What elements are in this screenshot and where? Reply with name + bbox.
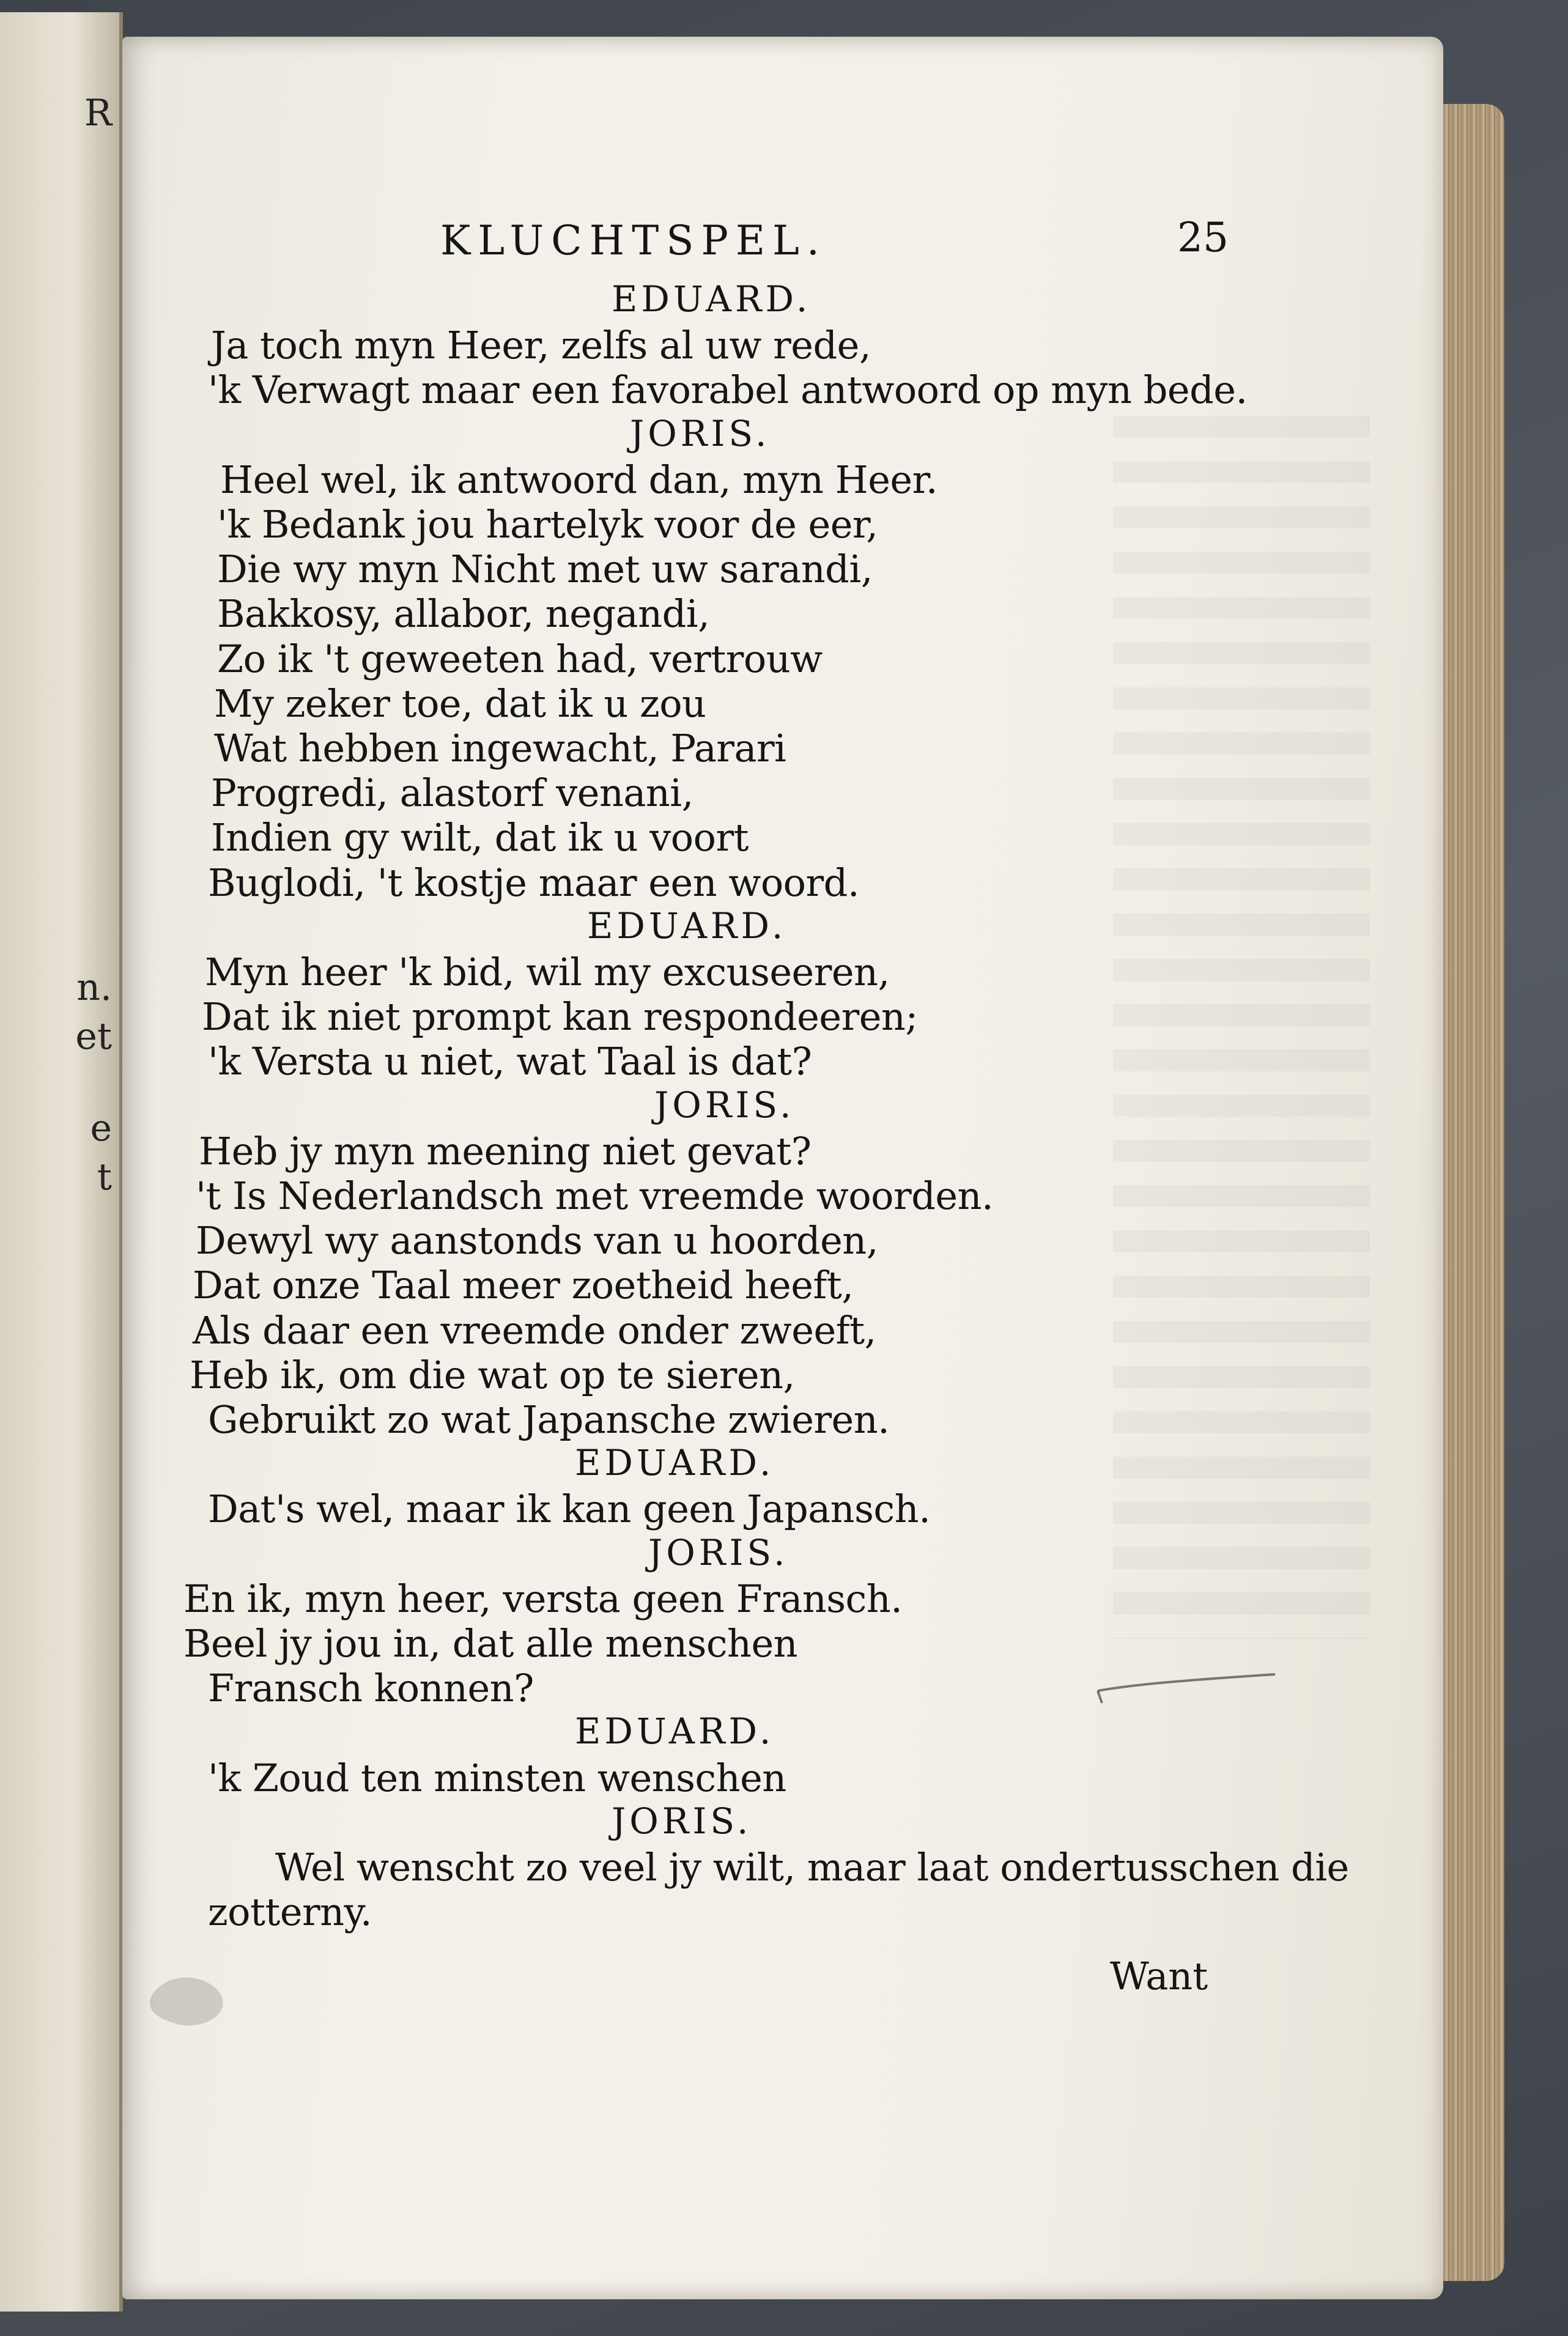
show-through-texture xyxy=(1113,416,1370,1639)
speaker-name: JORIS. xyxy=(612,1800,752,1842)
verse-line: Wel wenscht zo veel jy wilt, maar laat ondertusschen die xyxy=(275,1845,1349,1890)
verse-line: Dat's wel, maar ik kan geen Japansch. xyxy=(208,1487,931,1532)
verse-line: 'k Zoud ten minsten wenschen xyxy=(208,1755,786,1800)
verse-line: Dat ik niet prompt kan respondeeren; xyxy=(202,994,918,1040)
speaker-name: JORIS. xyxy=(630,412,771,454)
left-page-fragment: t xyxy=(97,1156,112,1199)
verse-line: 't Is Nederlandsch met vreemde woorden. xyxy=(196,1174,994,1218)
verse-line: Heb jy myn meening niet gevat? xyxy=(199,1128,812,1174)
speaker-name: EDUARD. xyxy=(612,278,812,320)
verse-line: Beel jy jou in, dat alle menschen xyxy=(183,1621,798,1666)
verse-line: Bakkosy, allabor, negandi, xyxy=(217,591,710,637)
left-page-fragment: e xyxy=(90,1107,112,1150)
ink-smudge xyxy=(128,1957,251,2042)
verse-line: 'k Versta u niet, wat Taal is dat? xyxy=(208,1039,812,1084)
verse-line: Indien gy wilt, dat ik u voort xyxy=(211,815,749,860)
verse-line: 'k Bedank jou hartelyk voor de eer, xyxy=(217,502,878,547)
verse-line: Dat onze Taal meer zoetheid heeft, xyxy=(193,1263,854,1308)
verse-line: Die wy myn Nicht met uw sarandi, xyxy=(217,547,873,592)
speaker-name: EDUARD. xyxy=(575,1710,775,1753)
page-number: 25 xyxy=(1177,214,1229,261)
left-page-fragment: R xyxy=(84,92,112,135)
running-head: KLUCHTSPEL. xyxy=(440,217,827,264)
left-page-edge xyxy=(0,12,123,2312)
verse-line: En ik, myn heer, versta geen Fransch. xyxy=(183,1576,903,1621)
catchword: Want xyxy=(1110,1954,1208,1998)
verse-line: Wat hebben ingewacht, Parari xyxy=(214,726,786,771)
verse-line: Fransch konnen? xyxy=(208,1666,534,1711)
speaker-name: EDUARD. xyxy=(587,904,787,947)
verse-line: Dewyl wy aanstonds van u hoorden, xyxy=(196,1218,878,1263)
speaker-name: JORIS. xyxy=(654,1084,795,1126)
verse-line: zotterny. xyxy=(208,1890,372,1935)
speaker-name: JORIS. xyxy=(648,1531,789,1573)
verse-line: Zo ik 't geweeten had, vertrouw xyxy=(217,636,823,681)
verse-line: Progredi, alastorf venani, xyxy=(211,771,693,816)
verse-line: Ja toch myn Heer, zelfs al uw rede, xyxy=(211,323,871,368)
verse-line: Heel wel, ik antwoord dan, myn Heer. xyxy=(220,457,938,502)
verse-line: Gebruikt zo wat Japansche zwieren. xyxy=(208,1397,890,1442)
verse-line: Buglodi, 't kostje maar een woord. xyxy=(208,860,860,905)
verse-line: My zeker toe, dat ik u zou xyxy=(214,681,706,726)
left-page-fragment: et xyxy=(75,1015,112,1058)
verse-line: Als daar een vreemde onder zweeft, xyxy=(193,1307,876,1353)
verse-line: Heb ik, om die wat op te sieren, xyxy=(190,1352,795,1397)
speaker-name: EDUARD. xyxy=(575,1442,775,1484)
pencil-mark xyxy=(1095,1669,1278,1706)
verse-line: 'k Verwagt maar een favorabel antwoord op myn bede. xyxy=(208,368,1248,413)
verse-line: Myn heer 'k bid, wil my excuseeren, xyxy=(205,950,890,994)
left-page-fragment: n. xyxy=(76,966,112,1009)
